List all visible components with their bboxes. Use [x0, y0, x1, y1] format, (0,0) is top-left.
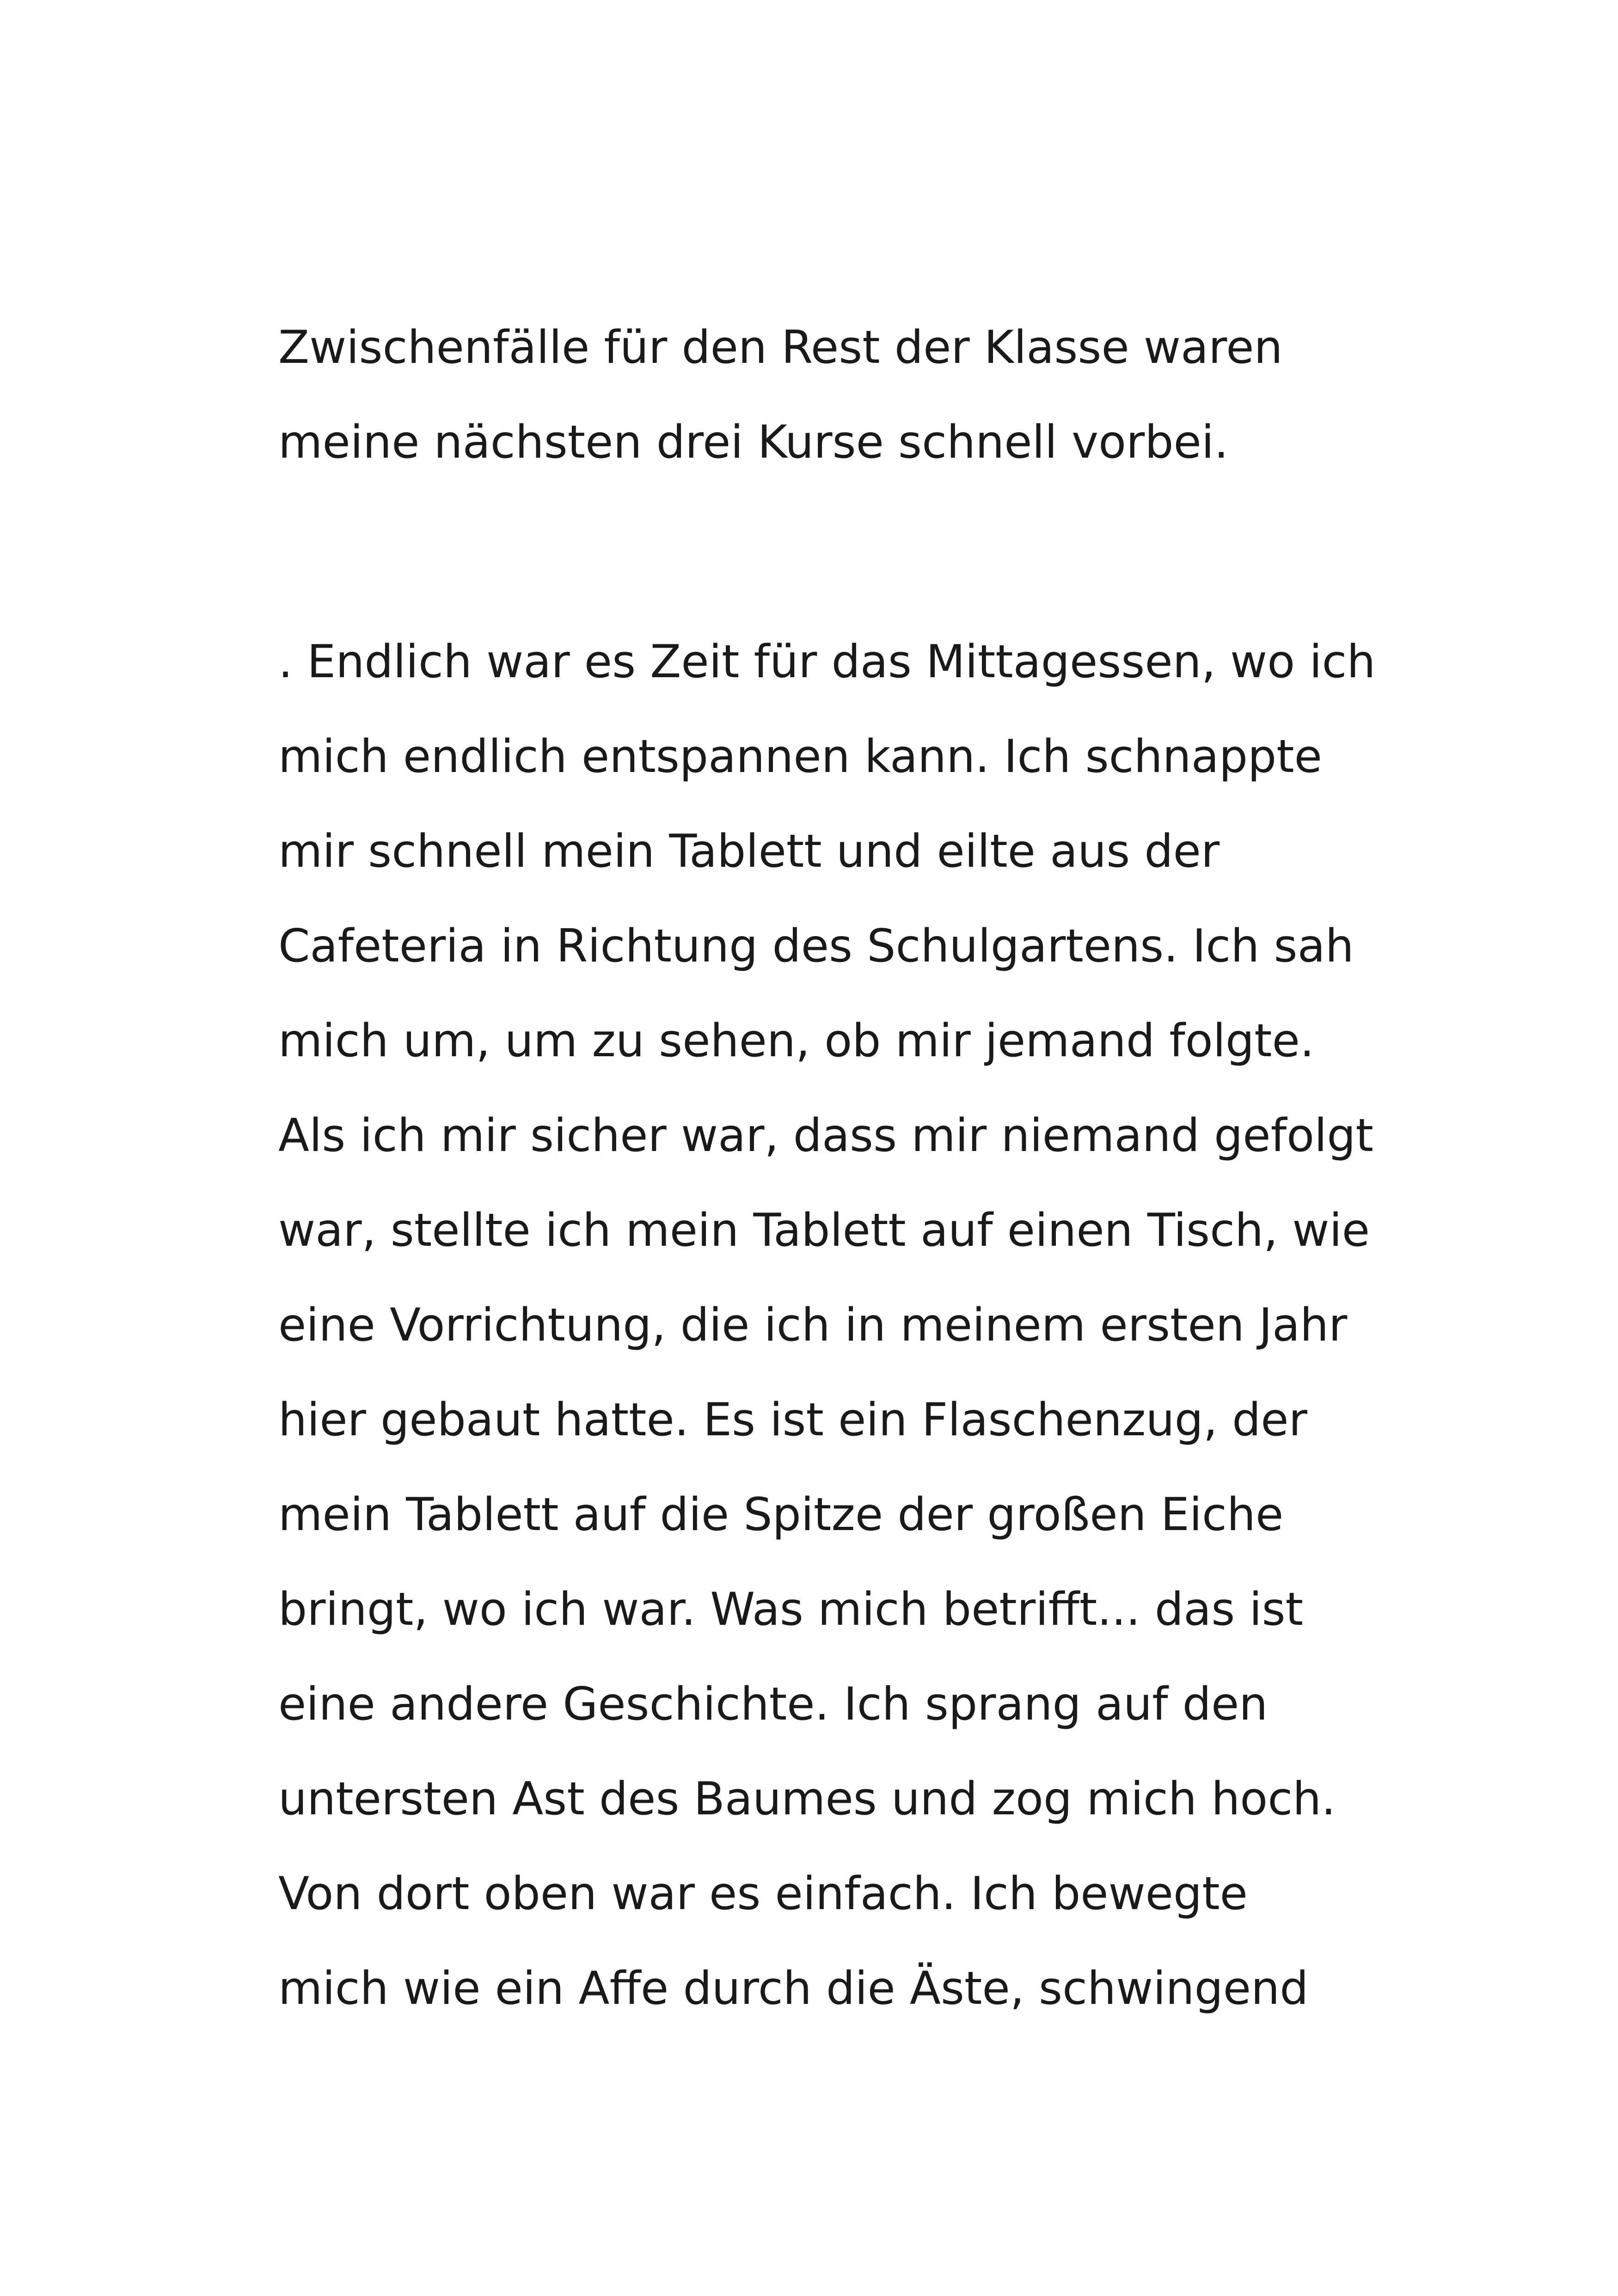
text-line: mich endlich entspannen kann. Ich schnappte — [278, 730, 1322, 783]
text-line: meine nächsten drei Kurse schnell vorbei. — [278, 416, 1229, 469]
text-line: war, stellte ich mein Tablett auf einen Tisch, wie — [278, 1204, 1370, 1257]
text-line: untersten Ast des Baumes und zog mich hoch. — [278, 1773, 1336, 1825]
text-line: bringt, wo ich war. Was mich betrifft... das ist — [278, 1583, 1304, 1636]
paragraph-2 — [278, 615, 1376, 2036]
text-line: Zwischenfälle für den Rest der Klasse waren — [278, 321, 1283, 374]
paragraph-1 — [278, 300, 1283, 490]
text-line: Von dort oben war es einfach. Ich bewegte — [278, 1867, 1248, 1920]
text-line: Cafeteria in Richtung des Schulgartens. Ich sah — [278, 920, 1354, 973]
text-line: Als ich mir sicher war, dass mir niemand gefolgt — [278, 1109, 1373, 1162]
text-line: mein Tablett auf die Spitze der großen Eiche — [278, 1488, 1284, 1541]
text-line: mich wie ein Affe durch die Äste, schwingend — [278, 1962, 1309, 2015]
text-line: eine andere Geschichte. Ich sprang auf den — [278, 1678, 1268, 1731]
text-line: . Endlich war es Zeit für das Mittagessen, wo ich — [278, 636, 1376, 688]
text-line: mich um, um zu sehen, ob mir jemand folgte. — [278, 1015, 1315, 1067]
text-line: eine Vorrichtung, die ich in meinem ersten Jahr — [278, 1299, 1348, 1352]
text-line: hier gebaut hatte. Es ist ein Flaschenzug, der — [278, 1394, 1307, 1446]
text-line: mir schnell mein Tablett und eilte aus der — [278, 825, 1220, 878]
